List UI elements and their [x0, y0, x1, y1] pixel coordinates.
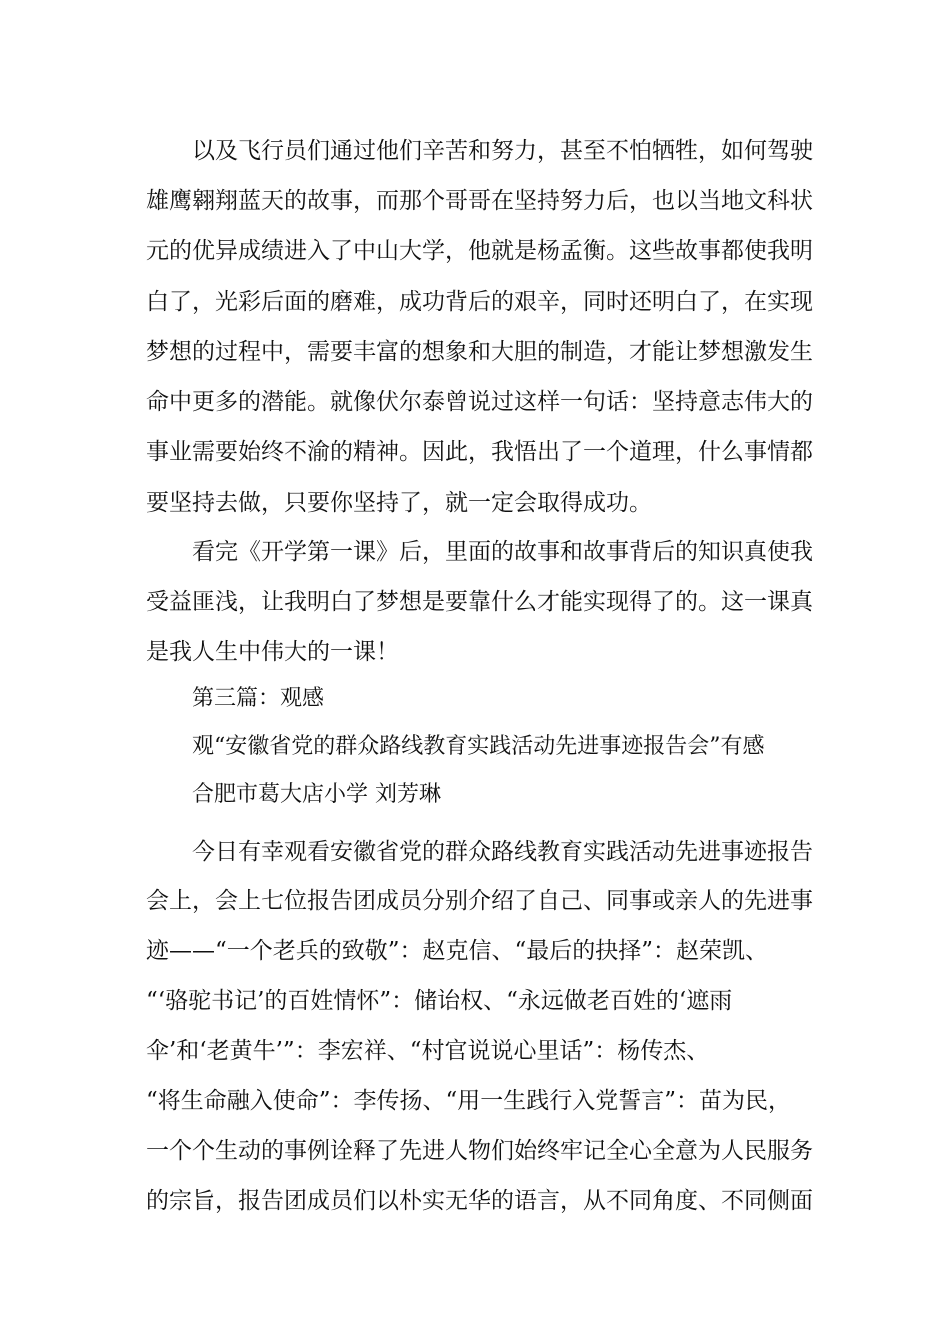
paragraph-line: 要坚持去做，只要你坚持了，就一定会取得成功。	[146, 490, 652, 516]
paragraph-line: “将生命融入使命”：李传扬、“用一生践行入党誓言”：苗为民，	[146, 1088, 792, 1114]
paragraph-line: 是我人生中伟大的一课！	[146, 639, 399, 665]
paragraph-line: 梦想的过程中，需要丰富的想象和大胆的制造，才能让梦想激发生	[146, 339, 813, 365]
paragraph-line: 伞’和‘老黄牛’”：李宏祥、“村官说说心里话”：杨传杰、	[146, 1038, 710, 1064]
paragraph-line: 雄鹰翱翔蓝天的故事，而那个哥哥在坚持努力后，也以当地文科状	[146, 188, 813, 214]
section-heading: 第三篇：观感	[192, 686, 325, 711]
paragraph-line: 会上，会上七位报告团成员分别介绍了自己、同事或亲人的先进事	[146, 888, 813, 914]
paragraph-line: 今日有幸观看安徽省党的群众路线教育实践活动先进事迹报告	[192, 839, 813, 865]
paragraph-line: 白了，光彩后面的磨难，成功背后的艰辛，同时还明白了，在实现	[146, 289, 813, 315]
paragraph-line: 命中更多的潜能。就像伏尔泰曾说过这样一句话：坚持意志伟大的	[146, 389, 813, 415]
paragraph-line: 的宗旨，报告团成员们以朴实无华的语言，从不同角度、不同侧面	[146, 1188, 813, 1214]
paragraph-line: 迹——“一个老兵的致敬”：赵克信、“最后的抉择”：赵荣凯、	[146, 938, 769, 964]
author-line: 合肥市葛大店小学 刘芳琳	[192, 782, 441, 807]
paragraph-line: 受益匪浅，让我明白了梦想是要靠什么才能实现得了的。这一课真	[146, 589, 813, 615]
paragraph-line: 元的优异成绩进入了中山大学，他就是杨孟衡。这些故事都使我明	[146, 238, 813, 264]
article-title: 观“安徽省党的群众路线教育实践活动先进事迹报告会”有感	[192, 734, 765, 759]
paragraph-line: “‘骆驼书记’的百姓情怀”：储诒权、“永远做老百姓的‘遮雨	[146, 988, 733, 1014]
paragraph-line: 一个个生动的事例诠释了先进人物们始终牢记全心全意为人民服务	[146, 1138, 813, 1164]
paragraph-line: 以及飞行员们通过他们辛苦和努力，甚至不怕牺牲，如何驾驶	[192, 138, 813, 164]
paragraph-line: 事业需要始终不渝的精神。因此，我悟出了一个道理，什么事情都	[146, 439, 813, 465]
paragraph-line: 看完《开学第一课》后，里面的故事和故事背后的知识真使我	[192, 539, 813, 565]
